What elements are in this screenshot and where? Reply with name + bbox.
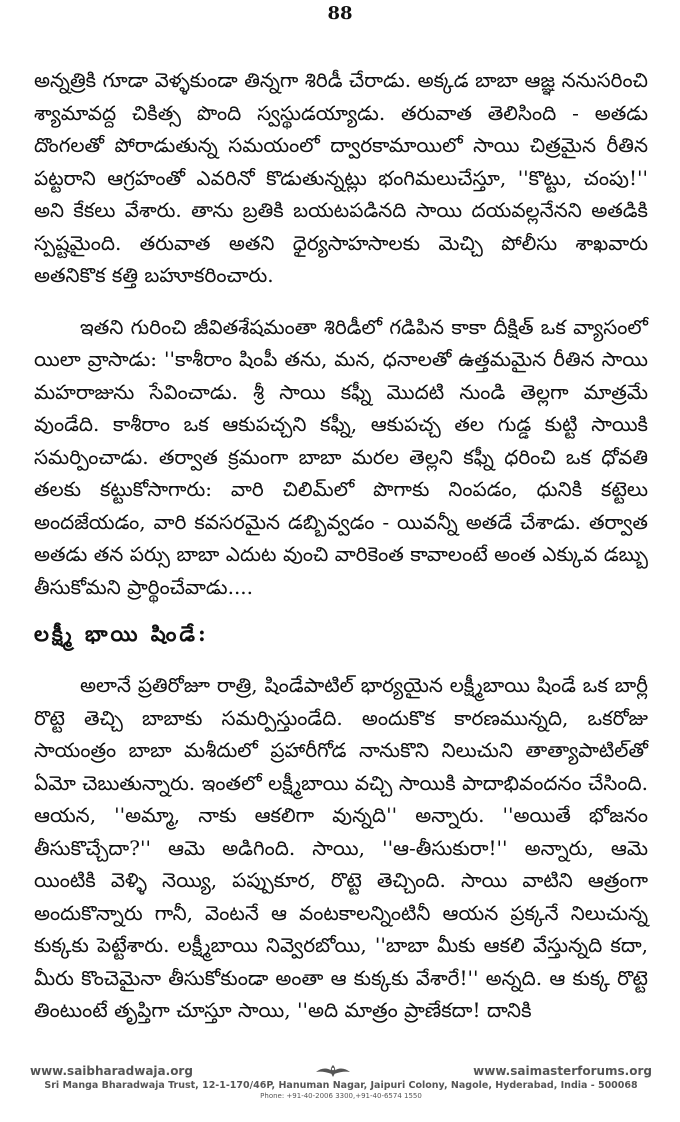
page-footer [30,1064,652,1116]
paragraph-2: ఇతని గురించి జీవితశేషమంతా శిరిడీలో గడిపిన కాకా దీక్షిత్ ఒక వ్యాసంలో యిలా వ్రాసాడు: ''కాశీరాం షింపీ తను, మన, ధనాలతో ఉత్తమమైన రీతిన సాయి మహరాజును సేవించాడు. శ్రీ సాయి కఫ్నీ మొదటి నుండి తెల్లగా మాత్రమే వుండేది. కాశీరాం ఒక ఆకుపచ్చని కఫ్నీ, ఆకుపచ్చ తల గుడ్డ కుట్టి సాయికి సమర్పించాడు. తర్వాత క్రమంగా బాబా మరల తెల్లని కఫ్నీ ధరించి ఒక ధోవతి తలకు కట్టుకోసాగారు: వారి చిలిమ్‌లో పొగాకు నింపడం, ధునికి కట్టెలు అందజేయడం, వారి కవసరమైన డబ్బివ్వడం - యివన్నీ అతడే చేశాడు. తర్వాత అతడు తన పర్సు బాబా ఎదుట వుంచి వారికెంత కావాలంటే అంత ఎక్కువ డబ్బు తీసుకోమని ప్రార్థించేవాడు.... [34,314,648,599]
footer-links-row [30,1064,652,1078]
website-link-left[interactable]: www.saibharadwaja.org [30,1064,193,1078]
website-link-right[interactable]: www.saimasterforums.org [473,1064,652,1078]
trust-address: Sri Manga Bharadwaja Trust, 12-1-170/46P, Hanuman Nagar, Jaipuri Colony, Nagole, Hyderabad, India - 500068 [44,1080,638,1091]
page-number: 88 [327,3,353,24]
page-body [34,64,648,1027]
section-heading: లక్ష్మీ భాయి షిండే: [34,621,209,646]
paragraph-3: అలానే ప్రతిరోజూ రాత్రి, షిండేపాటిల్ భార్యయైన లక్ష్మీబాయి షిండే ఒక బార్లీ రొట్టె తెచ్చి బాబాకు సమర్పిస్తుండేది. అందుకొక కారణమున్నది, ఒకరోజు సాయంత్రం బాబా మశీదులో ప్రహారీగోడ నానుకొని నిలుచుని తాత్యాపాటిల్‌తో ఏమో చెబుతున్నారు. ఇంతలో లక్ష్మీబాయి వచ్చి సాయికి పాదాభివందనం చేసింది. ఆయన, ''అమ్మా, నాకు ఆకలిగా వున్నది'' అన్నారు. ''అయితే భోజనం తీసుకొచ్చేదా?'' ఆమె అడిగింది. సాయి, ''ఆ-తీసుకురా!'' అన్నారు, ఆమె యింటికి వెళ్ళి నెయ్యి, పప్పుకూర, రొట్టె తెచ్చింది. సాయి వాటిని ఆత్రంగా అందుకొన్నారు గానీ, వెంటనే ఆ వంటకాలన్నింటినీ ఆయన ప్రక్కనే నిలుచున్న కుక్కకు పెట్టేశారు. లక్ష్మీబాయి నివ్వెరబోయి, ''బాబా మీకు ఆకలి వేస్తున్నది కదా, మీరు కొంచెమైనా తీసుకోకుండా అంతా ఆ కుక్కకు వేశారే!'' అన్నది. ఆ కుక్క రొట్టె తింటుంటే తృప్తిగా చూస్తూ సాయి, ''అది మాత్రం ప్రాణేకదా! దానికి [34,673,648,1022]
trust-phone: Phone: +91-40-2006 3300,+91-40-6574 1550 [260,1092,422,1100]
paragraph-1: అన్నత్రికి గూడా వెళ్ళకుండా తిన్నగా శిరిడీ చేరాడు. అక్కడ బాబా ఆజ్ఞ ననుసరించి శ్యామావద్ద చికిత్స పొంది స్వస్థుడయ్యాడు. తరువాత తెలిసింది - అతడు దొంగలతో పోరాడుతున్న సమయంలో ద్వారకామాయిలో సాయి చిత్రమైన రీతిన పట్టరాని ఆగ్రహంతో ఎవరినో కొడుతున్నట్లు భంగిమలుచేస్తూ, ''కొట్టు, చంపు!'' అని కేకలు వేశారు. తాను బ్రతికి బయటపడినది సాయి దయవల్లనేనని అతడికి స్పష్టమైంది. తరువాత అతని ధైర్యసాహసాలకు మెచ్చి పోలీసు శాఖవారు అతనికొక కత్తి బహూకరించారు. [34,68,648,287]
ornamental-emblem-icon [313,1064,353,1078]
